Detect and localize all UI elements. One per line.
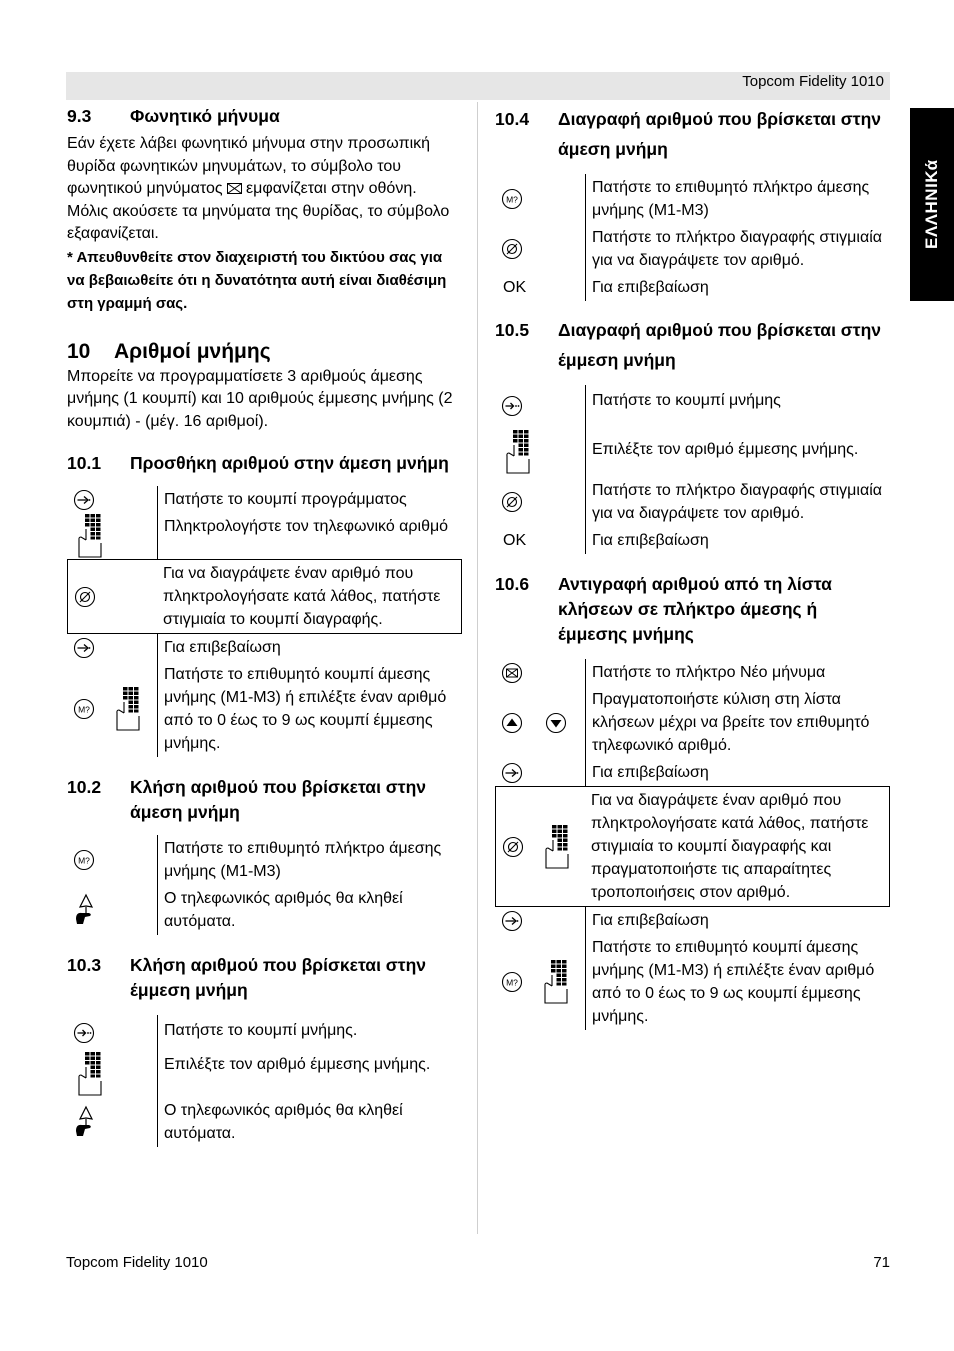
right-column — [495, 104, 890, 1030]
section-title: Κλήση αριθμού που βρίσκεται στην έμμεση μνήμη — [130, 955, 426, 1000]
step-row — [67, 1051, 462, 1097]
ok-key-label: OK — [503, 278, 527, 296]
step-text: Πατήστε το επιθυμητό κουμπί άμεσης μνήμης (M1-M3) ή επιλέξτε έναν αριθμό από το 0 έως το 9 ως κουμπί έμμεσης μνήμης. — [585, 934, 890, 1030]
step-row — [495, 426, 890, 477]
program-key-icon — [73, 489, 95, 511]
new-message-key-icon — [501, 662, 523, 684]
delete-key-icon — [501, 491, 523, 513]
talk-key-icon — [73, 1105, 99, 1139]
step-row — [495, 527, 890, 554]
step-text: Για επιβεβαίωση — [585, 907, 890, 934]
section-10-6-heading — [495, 572, 890, 647]
step-text: Για επιβεβαίωση — [585, 527, 890, 554]
language-tab: ΕΛΛΗΝΙΚά — [910, 108, 954, 301]
step-row — [495, 385, 890, 426]
delete-key-icon — [501, 238, 523, 260]
section-title: Αντιγραφή αριθμού από τη λίστα κλήσεων σε πλήκτρο άμεσης ή έμμεσης μνήμης — [558, 574, 832, 644]
section-10-2-steps — [67, 835, 462, 935]
section-9-3-note: * Απευθυνθείτε στον διαχειριστή του δικτύου σας για να βεβαιωθείτε ότι η δυνατότητα αυτή είναι διαθέσιμη στη γραμμή σας. — [67, 248, 447, 312]
step-text: Για να διαγράψετε έναν αριθμό που πληκτρολογήσατε κατά λάθος, πατήστε στιγμιαία το κουμπί διαγραφής. — [163, 565, 441, 628]
step-row — [495, 934, 890, 1030]
memory-m-key-icon — [73, 698, 95, 720]
delete-key-icon — [502, 836, 524, 858]
step-row — [495, 274, 890, 301]
section-number: 10.4 — [495, 109, 530, 129]
section-number: 10.2 — [67, 777, 102, 797]
step-row — [495, 686, 890, 759]
step-row — [67, 513, 462, 559]
section-10-1-steps — [67, 486, 462, 757]
step-text: Πληκτρολογήστε τον τηλεφωνικό αριθμό — [157, 513, 462, 559]
section-10-4-steps — [495, 174, 890, 301]
ok-key-label: OK — [503, 531, 527, 549]
keypad-icon — [115, 686, 141, 732]
step-text: Ο τηλεφωνικός αριθμός θα κληθεί αυτόματα. — [157, 885, 462, 935]
step-row — [495, 174, 890, 224]
step-row-boxed — [495, 786, 890, 907]
section-number: 10.1 — [67, 453, 102, 473]
section-9-3-heading — [67, 104, 462, 129]
section-10-3-steps — [67, 1015, 462, 1147]
section-10-4-heading — [495, 104, 890, 164]
step-text: Πατήστε το πλήκτρο Νέο μήνυμα — [585, 659, 890, 686]
chapter-title: Αριθμοί μνήμης — [114, 339, 271, 363]
column-divider — [477, 102, 478, 1234]
step-row — [67, 1097, 462, 1147]
step-text: Πατήστε το επιθυμητό πλήκτρο άμεσης μνήμης (M1-M3) — [157, 835, 462, 885]
step-text: Πατήστε το επιθυμητό κουμπί άμεσης μνήμης (M1-M3) ή επιλέξτε έναν αριθμό από το 0 έως το 9 ως κουμπί έμμεσης μνήμης. — [157, 661, 462, 757]
program-key-icon — [501, 762, 523, 784]
chapter-10-body: Μπορείτε να προγραμματίσετε 3 αριθμούς άμεσης μνήμης (1 κουμπί) και 10 αριθμούς έμμεσης μνήμης (2 κουμπιά) - (μέγ. 16 αριθμοί). — [67, 367, 453, 430]
program-key-icon — [73, 637, 95, 659]
section-9-3-body — [67, 133, 462, 246]
memory-m-key-icon — [501, 188, 523, 210]
step-row — [495, 659, 890, 686]
step-row — [67, 634, 462, 661]
keypad-icon — [543, 959, 569, 1005]
keypad-icon — [544, 824, 570, 870]
step-text: Πατήστε το πλήκτρο διαγραφής στιγμιαία για να διαγράψετε τον αριθμό. — [585, 224, 890, 274]
step-row — [495, 224, 890, 274]
step-text: Πατήστε το επιθυμητό πλήκτρο άμεσης μνήμης (M1-M3) — [585, 174, 890, 224]
step-row — [495, 759, 890, 786]
step-text: Επιλέξτε τον αριθμό έμμεσης μνήμης. — [157, 1051, 462, 1097]
step-text: Για επιβεβαίωση — [585, 759, 890, 786]
body-text: εμφανίζεται στην οθόνη. Μόλις ακούσετε τα μηνύματα της θυρίδας, το σύμβολο εξαφανίζεται. — [67, 180, 450, 242]
step-row — [495, 907, 890, 934]
scroll-up-icon — [501, 712, 523, 734]
step-row — [67, 835, 462, 885]
section-title: Φωνητικό μήνυμα — [130, 106, 280, 126]
step-row — [67, 661, 462, 757]
step-text: Για να διαγράψετε έναν αριθμό που πληκτρολογήσατε κατά λάθος, πατήστε στιγμιαία το κουμπί διαγραφής και πραγματοποιήστε τις απαραίτητες τροποποιήσεις στον αριθμό. — [591, 792, 869, 901]
step-row-boxed — [67, 559, 462, 634]
footer-title: Topcom Fidelity 1010 — [66, 1254, 208, 1271]
section-title: Διαγραφή αριθμού που βρίσκεται στην έμμεση μνήμη — [558, 320, 881, 370]
scroll-down-icon — [545, 712, 567, 734]
memory-key-icon — [73, 1022, 95, 1044]
talk-key-icon — [73, 893, 99, 927]
step-row — [67, 1015, 462, 1051]
section-10-6-steps — [495, 659, 890, 1030]
body-text: Εάν έχετε λάβει φωνητικό μήνυμα στην προσωπική θυρίδα φωνητικών μηνυμάτων, το σύμβολο του φωνητικού μηνύματος — [67, 135, 431, 197]
envelope-icon — [227, 183, 242, 194]
memory-m-key-icon — [73, 849, 95, 871]
section-10-1-heading — [67, 451, 462, 476]
chapter-10-heading — [67, 339, 462, 364]
step-text: Πραγματοποιήστε κύλιση στη λίστα κλήσεων μέχρι να βρείτε τον επιθυμητό τηλεφωνικό αριθμό. — [585, 686, 890, 759]
memory-key-icon — [501, 395, 523, 417]
step-text: Για επιβεβαίωση — [157, 634, 462, 661]
section-number: 9.3 — [67, 106, 92, 126]
section-title: Κλήση αριθμού που βρίσκεται στην άμεση μνήμη — [130, 777, 426, 822]
step-row — [67, 486, 462, 513]
keypad-icon — [77, 513, 103, 559]
section-number: 10.3 — [67, 955, 102, 975]
step-text: Πατήστε το κουμπί προγράμματος — [157, 486, 462, 513]
section-title: Διαγραφή αριθμού που βρίσκεται στην άμεση μνήμη — [558, 109, 881, 159]
section-10-5-heading — [495, 315, 890, 375]
delete-key-icon — [74, 586, 96, 608]
step-row — [67, 885, 462, 935]
section-title: Προσθήκη αριθμού στην άμεση μνήμη — [130, 453, 449, 473]
step-text: Ο τηλεφωνικός αριθμός θα κληθεί αυτόματα. — [157, 1097, 462, 1147]
chapter-number: 10 — [67, 339, 91, 363]
step-text: Πατήστε το κουμπί μνήμης — [585, 385, 890, 426]
keypad-icon — [77, 1051, 103, 1097]
step-text: Πατήστε το κουμπί μνήμης. — [157, 1015, 462, 1051]
header-title: Topcom Fidelity 1010 — [742, 73, 884, 90]
step-row — [495, 477, 890, 527]
step-text: Επιλέξτε τον αριθμό έμμεσης μνήμης. — [585, 426, 890, 477]
section-number: 10.6 — [495, 574, 530, 594]
section-10-5-steps — [495, 385, 890, 554]
step-text: Για επιβεβαίωση — [585, 274, 890, 301]
step-text: Πατήστε το πλήκτρο διαγραφής στιγμιαία για να διαγράψετε τον αριθμό. — [585, 477, 890, 527]
memory-m-key-icon — [501, 971, 523, 993]
program-key-icon — [501, 910, 523, 932]
section-10-3-heading — [67, 953, 462, 1003]
section-number: 10.5 — [495, 320, 530, 340]
section-10-2-heading — [67, 775, 462, 825]
keypad-icon — [505, 429, 531, 475]
page-number: 71 — [873, 1254, 890, 1271]
left-column — [67, 104, 462, 1147]
